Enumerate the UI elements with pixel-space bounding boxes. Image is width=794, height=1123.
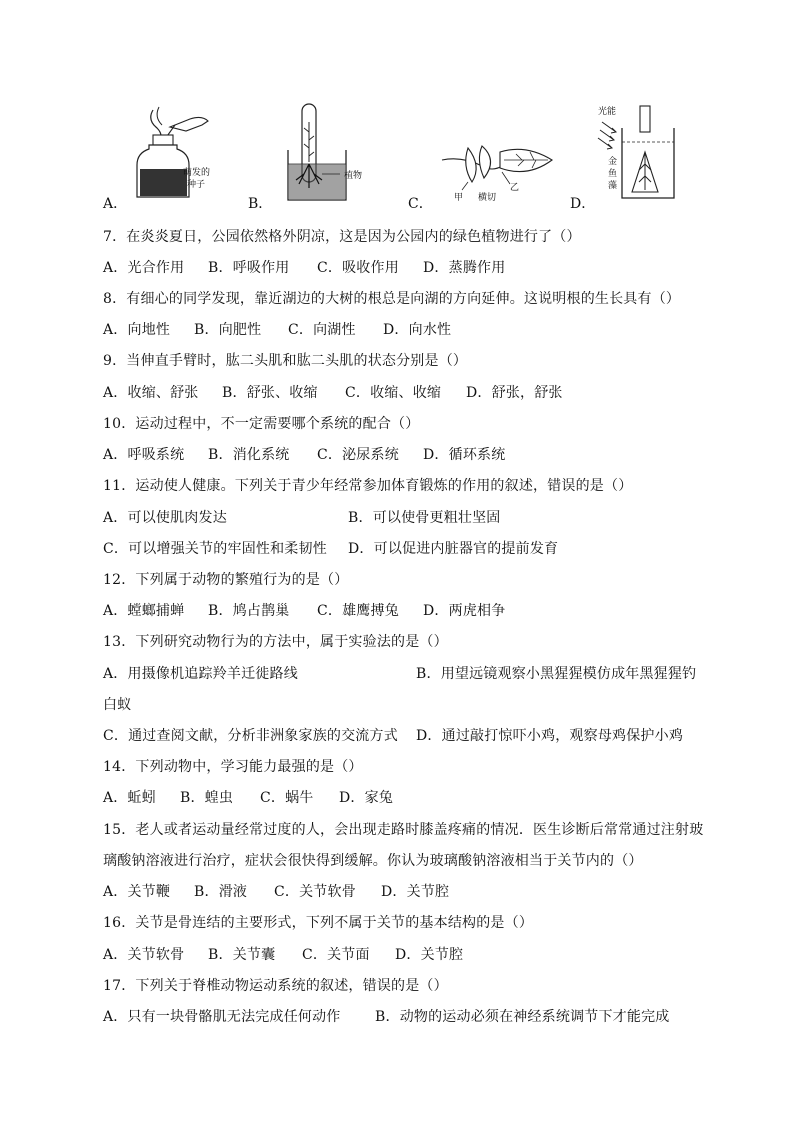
figure-a-seed-jar — [135, 105, 230, 205]
option-a[interactable]: A．呼吸系统 — [103, 447, 185, 463]
figure-d-label-1: 金 — [608, 157, 618, 167]
figure-b-label: 植物 — [344, 171, 363, 181]
option-c[interactable]: C．吸收作用 — [317, 260, 399, 276]
figure-row — [0, 100, 794, 212]
figure-a-label-1: 萌发的 — [183, 168, 211, 178]
question-12-stem: 12．下列属于动物的繁殖行为的是（） — [103, 572, 349, 588]
option-d[interactable]: D．蒸腾作用 — [423, 260, 506, 276]
option-b[interactable]: B．可以使骨更粗壮坚固 — [348, 510, 501, 526]
question-7-stem: 7．在炎炎夏日，公园依然格外阴凉，这是因为公园内的绿色植物进行了（） — [103, 229, 581, 245]
option-a[interactable]: A．螳螂捕蝉 — [103, 603, 185, 619]
figure-d-label-light: 光能 — [598, 107, 617, 117]
question-15-stem: 15．老人或者运动量经常过度的人，会出现走路时膝盖疼痛的情况．医生诊断后常常通过注射玻 — [103, 822, 704, 838]
option-d[interactable]: D．可以促进内脏器官的提前发育 — [348, 541, 559, 557]
option-b[interactable]: B．向肥性 — [194, 322, 262, 338]
option-a[interactable]: A．收缩、舒张 — [103, 385, 199, 401]
option-b[interactable]: B．用望远镜观察小黑猩猩模仿成年黑猩猩钓 — [416, 666, 697, 682]
question-13-options-row1-wrap: 白蚁 — [103, 697, 132, 713]
option-b[interactable]: B．舒张、收缩 — [222, 385, 318, 401]
option-b[interactable]: B．动物的运动必须在神经系统调节下才能完成 — [375, 1009, 670, 1025]
question-13-stem: 13．下列研究动物行为的方法中，属于实验法的是（） — [103, 634, 448, 650]
question-15-stem-cont: 璃酸钠溶液进行治疗，症状会很快得到缓解。你认为玻璃酸钠溶液相当于关节内的（） — [103, 853, 643, 869]
question-10-stem: 10．运动过程中，不一定需要哪个系统的配合（） — [103, 416, 420, 432]
option-b[interactable]: B．鸠占鹊巢 — [208, 603, 290, 619]
option-d[interactable]: D．循环系统 — [423, 447, 506, 463]
question-9-stem: 9．当伸直手臂时，肱二头肌和肱二头肌的状态分别是（） — [103, 353, 468, 369]
option-a[interactable]: A．关节鞭 — [103, 884, 171, 900]
option-d[interactable]: D．通过敲打惊吓小鸡，观察母鸡保护小鸡 — [416, 728, 684, 744]
option-b[interactable]: B．消化系统 — [208, 447, 290, 463]
option-a[interactable]: A．只有一块骨骼肌无法完成任何动作 — [103, 1009, 341, 1025]
option-d[interactable]: D．两虎相争 — [423, 603, 506, 619]
figure-d-letter: D． — [570, 196, 596, 212]
option-c[interactable]: C．关节面 — [302, 947, 370, 963]
option-b[interactable]: B．滑液 — [194, 884, 248, 900]
figure-c-label-hengqie: 横切 — [478, 193, 497, 203]
figure-c-leaf-section — [438, 138, 568, 204]
figure-d-label-3: 藻 — [608, 181, 618, 191]
figure-b-letter: B． — [248, 196, 273, 212]
figure-a-letter: A． — [103, 196, 128, 212]
option-d[interactable]: D．家兔 — [339, 790, 394, 806]
option-d[interactable]: D．关节腔 — [381, 884, 450, 900]
option-c[interactable]: C．向湖性 — [288, 322, 356, 338]
figure-d-label-2: 鱼 — [608, 169, 618, 179]
option-a[interactable]: A．用摄像机追踪羚羊迁徙路线 — [103, 666, 298, 682]
option-c[interactable]: C．通过查阅文献，分析非洲象家族的交流方式 — [103, 728, 398, 744]
question-17-stem: 17．下列关于脊椎动物运动系统的叙述，错误的是（） — [103, 978, 448, 994]
option-d[interactable]: D．关节腔 — [395, 947, 464, 963]
option-a[interactable]: A．蚯蚓 — [103, 790, 156, 806]
figure-c-label-jia: 甲 — [454, 193, 464, 203]
option-a[interactable]: A．可以使肌肉发达 — [103, 510, 227, 526]
figure-a-label-2: 种子 — [187, 180, 206, 190]
option-c[interactable]: C．关节软骨 — [274, 884, 356, 900]
option-c[interactable]: C．雄鹰搏兔 — [317, 603, 399, 619]
option-c[interactable]: C．收缩、收缩 — [345, 385, 442, 401]
option-a[interactable]: A．光合作用 — [103, 260, 185, 276]
question-8-stem: 8．有细心的同学发现，靠近湖边的大树的根总是向湖的方向延伸。这说明根的生长具有（） — [103, 291, 681, 307]
option-a[interactable]: A．向地性 — [103, 322, 171, 338]
option-c[interactable]: C．泌尿系统 — [317, 447, 399, 463]
option-b[interactable]: B．呼吸作用 — [208, 260, 290, 276]
question-16-stem: 16．关节是骨连结的主要形式，下列不属于关节的基本结构的是（） — [103, 915, 534, 931]
option-a[interactable]: A．关节软骨 — [103, 947, 185, 963]
option-b[interactable]: B．关节囊 — [208, 947, 276, 963]
figure-b-plant-tube — [282, 102, 382, 206]
option-c[interactable]: C．可以增强关节的牢固性和柔韧性 — [103, 541, 327, 557]
question-11-stem: 11．运动使人健康。下列关于青少年经常参加体育锻炼的作用的叙述，错误的是（） — [103, 478, 633, 494]
figure-c-letter: C． — [408, 196, 433, 212]
option-d[interactable]: D．向水性 — [383, 322, 452, 338]
option-c[interactable]: C．蜗牛 — [260, 790, 314, 806]
figure-c-label-yi: 乙 — [510, 183, 520, 193]
option-b[interactable]: B．蝗虫 — [180, 790, 234, 806]
question-14-stem: 14．下列动物中，学习能力最强的是（） — [103, 759, 363, 775]
option-d[interactable]: D．舒张，舒张 — [466, 385, 563, 401]
figure-d-aquarium — [596, 102, 686, 210]
